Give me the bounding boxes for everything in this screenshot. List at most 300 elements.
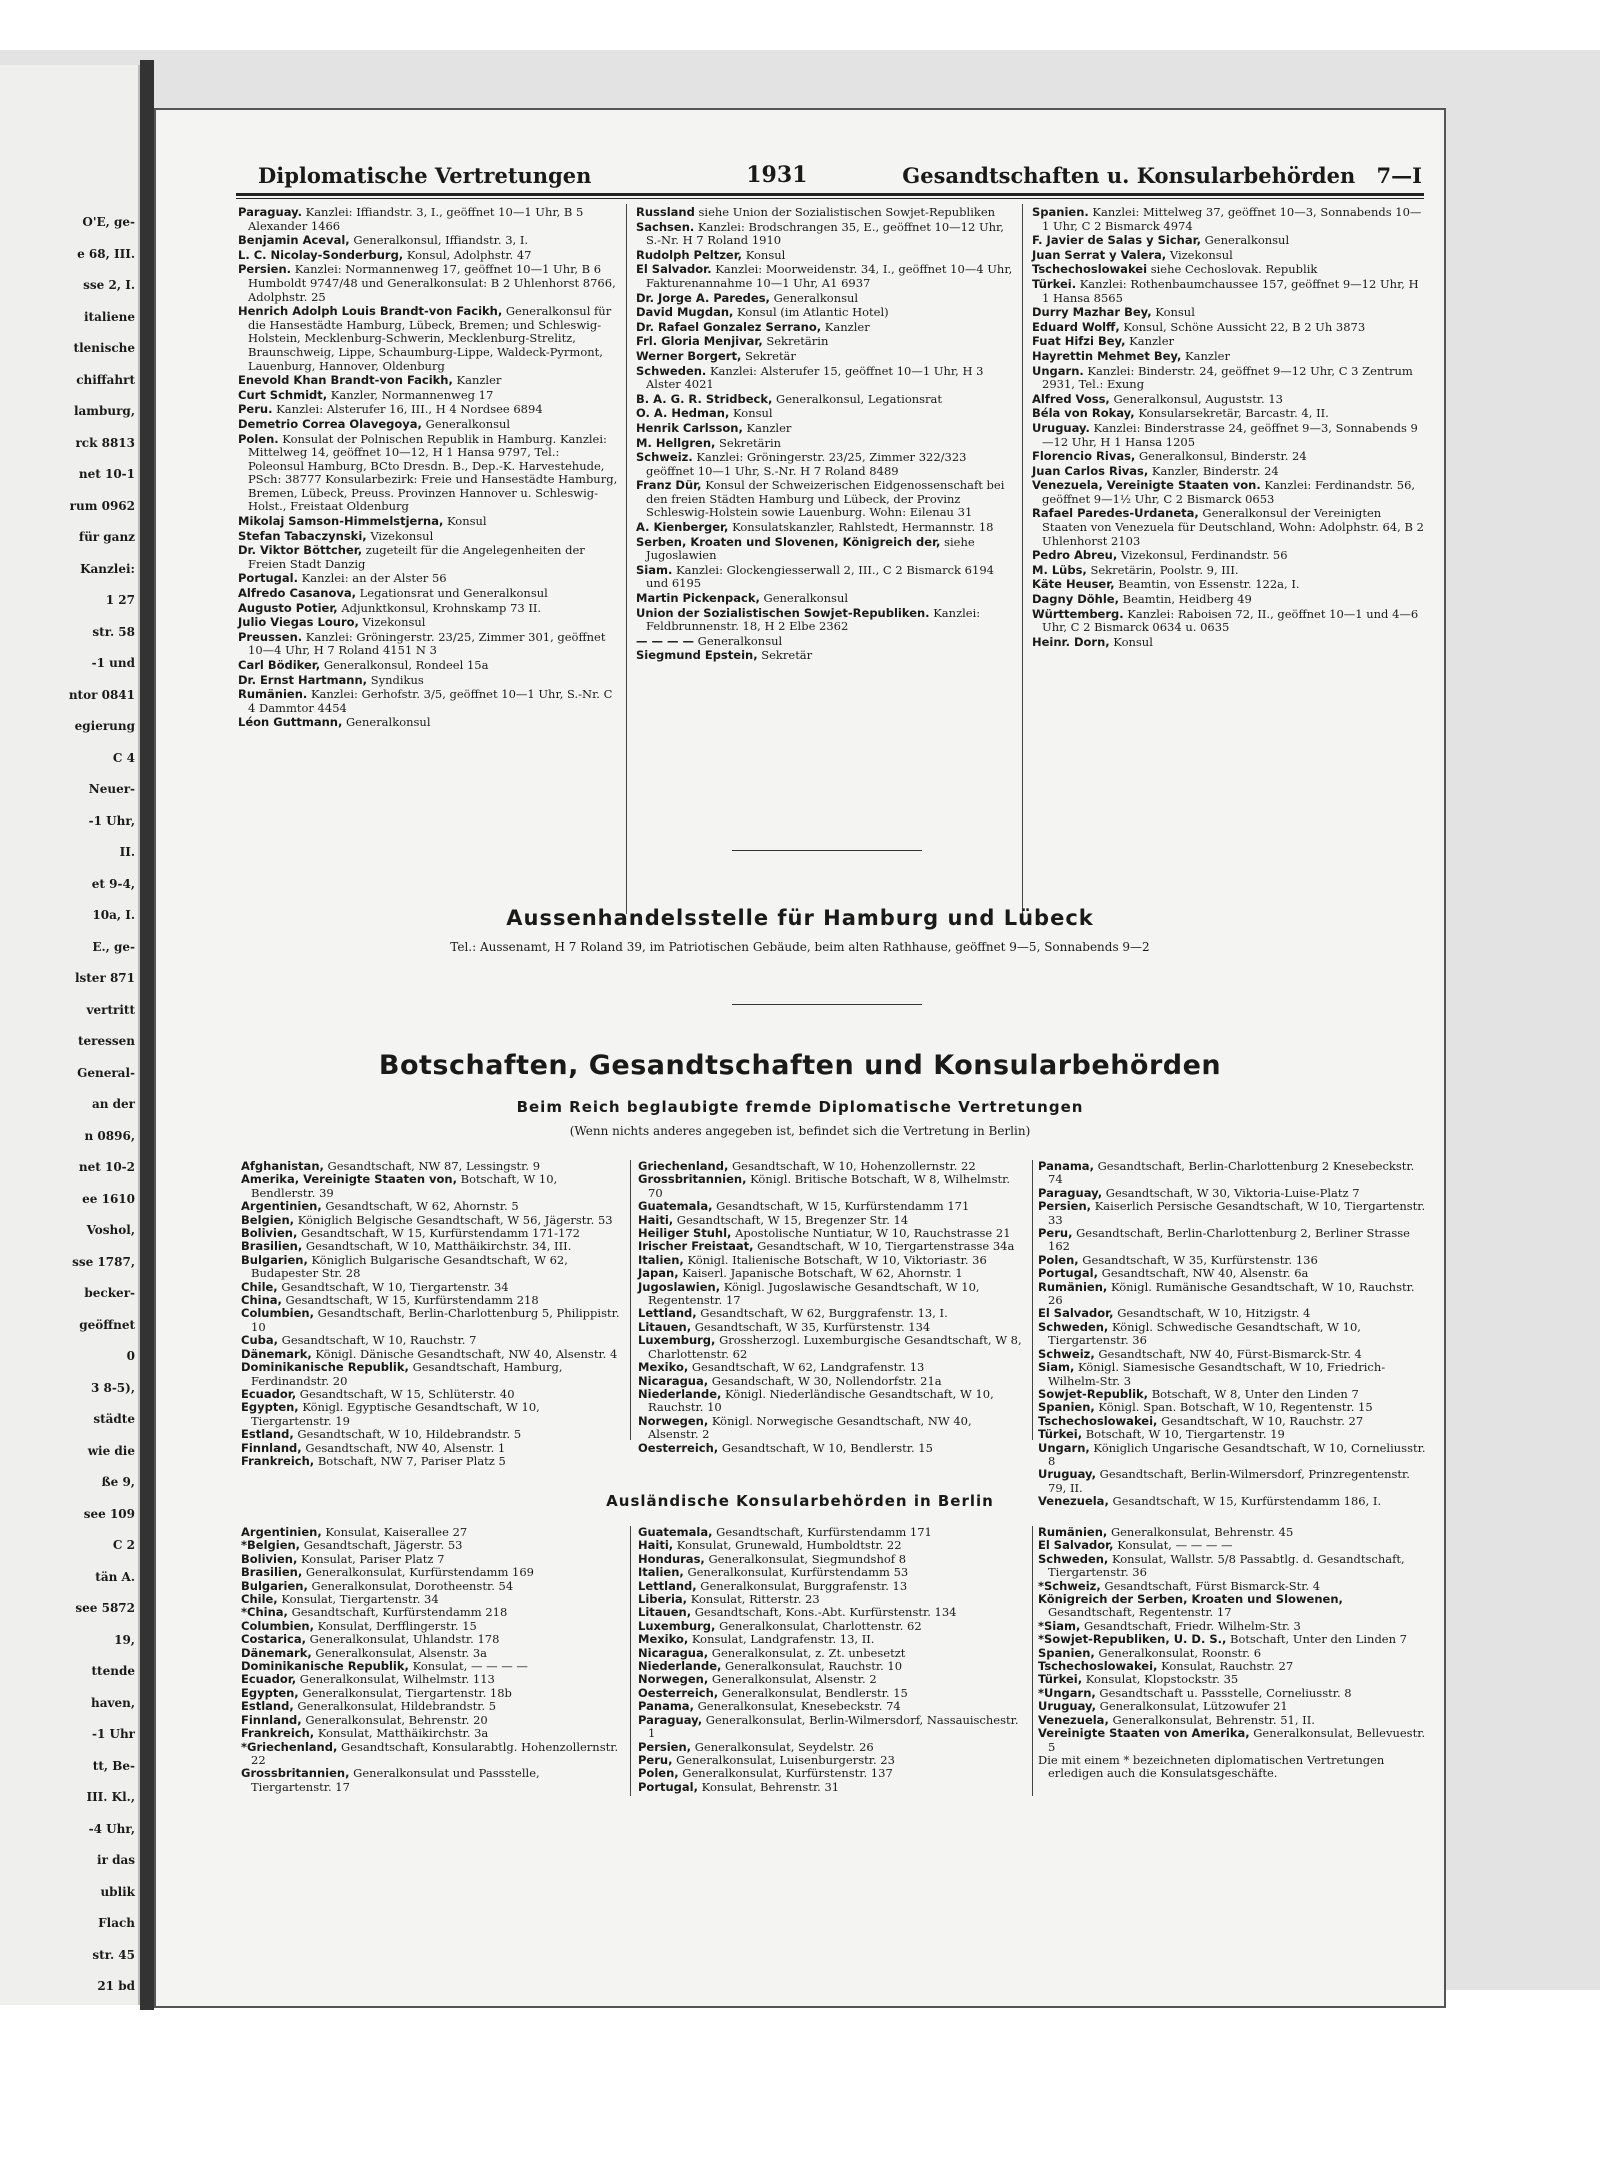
- entry-text: Generalkonsulat, Wilhelmstr. 113: [299, 1672, 495, 1687]
- list-item: [1032, 335, 1424, 349]
- entry-text: Gesandtschaft, Berlin-Charlottenburg 5, Philippistr. 10: [251, 1306, 620, 1334]
- entry-text: Gesandtschaft, W 10, Hohenzollernstr. 22: [732, 1159, 976, 1173]
- entry-name: Siam,: [1038, 1360, 1075, 1375]
- list-item: [638, 1539, 1024, 1552]
- list-item: [636, 479, 1014, 520]
- entry-name: Norwegen,: [638, 1672, 709, 1687]
- entry-text: Kanzlei: Glockengiesserwall 2, III., C 2 Bismarck 6194 und 6195: [646, 562, 994, 591]
- entry-text: Generalkonsulat, Charlottenstr. 62: [719, 1618, 922, 1633]
- entry-name: Portugal.: [238, 571, 298, 586]
- entry-name: El Salvador.: [636, 262, 712, 277]
- entry-text: Gesandtschaft, W 15, Schlüterstr. 40: [299, 1386, 515, 1401]
- list-item: [1032, 507, 1424, 548]
- entry-text: Sekretärin: [719, 435, 782, 450]
- entry-name: M. Lübs,: [1032, 562, 1087, 577]
- entry-name: Bolivien,: [241, 1551, 298, 1566]
- list-item: [1032, 234, 1424, 248]
- entry-text: Kanzlei: Brodschrangen 35, E., geöffnet 10—12 Uhr, S.-Nr. H 7 Roland 1910: [646, 219, 1004, 248]
- entry-name: Russland: [636, 205, 695, 219]
- list-item: [636, 407, 1014, 421]
- entry-text: Generalkonsul, Legationsrat: [776, 391, 943, 406]
- entry-name: Augusto Potier,: [238, 600, 338, 615]
- entry-name: Oesterreich,: [638, 1685, 719, 1700]
- entry-name: Venezuela,: [1038, 1712, 1109, 1727]
- entry-name: Martin Pickenpack,: [636, 591, 760, 606]
- entry-name: Ungarn,: [1038, 1440, 1090, 1455]
- entry-text: Gesandtschaft, NW 40, Fürst-Bismarck-Str. 4: [1098, 1346, 1362, 1361]
- entry-text: Generalkonsul: [773, 290, 859, 305]
- list-item: [241, 1566, 623, 1579]
- entry-text: Generalkonsulat, Lützowufer 21: [1099, 1699, 1288, 1714]
- list-item: [638, 1647, 1024, 1660]
- entry-name: Spanien,: [1038, 1645, 1095, 1660]
- list-item: [1032, 407, 1424, 421]
- entry-name: Dr. Ernst Hartmann,: [238, 672, 368, 687]
- previous-page-fragment: C 4: [112, 750, 135, 765]
- entry-name: El Salvador,: [1038, 1538, 1114, 1553]
- entry-name: Mexiko,: [638, 1360, 689, 1375]
- list-item: [241, 1580, 623, 1593]
- list-item: [1032, 321, 1424, 335]
- entry-text: Generalkonsulat, Roonstr. 6: [1098, 1645, 1262, 1660]
- previous-page-fragment: an der: [91, 1097, 135, 1111]
- entry-name: Eduard Wolff,: [1032, 319, 1120, 334]
- entry-name: Schweden.: [636, 363, 707, 378]
- list-item: [638, 1415, 1024, 1442]
- previous-page-fragment: -4 Uhr,: [88, 1821, 135, 1836]
- entry-text: Gesandtschaft, Kons.-Abt. Kurfürstenstr. 134: [694, 1605, 957, 1620]
- entry-name: Fuat Hifzi Bey,: [1032, 334, 1126, 349]
- entry-text: Kanzlei: Moorweidenstr. 34, I., geöffnet 10—4 Uhr, Fakturenannahme 10—1 Uhr, A1 6937: [646, 262, 1013, 290]
- entry-text: Kanzlei: Gröningerstr. 23/25, Zimmer 322/323 geöffnet 10—1 Uhr, S.-Nr. H 7 Roland 8489: [646, 450, 967, 478]
- list-item: [636, 206, 1014, 220]
- entry-text: Generalkonsulat, Uhlandstr. 178: [309, 1632, 500, 1647]
- consulates-column-3: [1038, 1526, 1426, 1781]
- header-page-number: 7—I: [1376, 163, 1422, 188]
- entry-name: Dominikanische Republik,: [241, 1360, 409, 1375]
- entry-text: Gesandtschaft, W 10, Hitzigstr. 4: [1117, 1306, 1311, 1321]
- list-item: [1032, 450, 1424, 464]
- entry-name: Alfred Voss,: [1032, 391, 1110, 406]
- entry-text: Gesandtschaft, W 35, Kurfürstenstr. 134: [694, 1319, 931, 1334]
- entry-name: Polen,: [638, 1766, 679, 1781]
- entry-name: Uruguay,: [1038, 1699, 1096, 1714]
- entry-text: Sekretärin, Poolstr. 9, III.: [1090, 562, 1239, 577]
- list-item: [241, 1633, 623, 1646]
- entry-text: Konsularsekretär, Barcastr. 4, II.: [1138, 406, 1329, 421]
- list-item: [1032, 306, 1424, 320]
- entry-name: Estland,: [241, 1427, 294, 1442]
- list-item: [638, 1254, 1024, 1267]
- entry-text: Gesandtschaft, W 15, Kurfürstendamm 171-172: [301, 1226, 580, 1241]
- list-item: [241, 1455, 623, 1468]
- entry-text: Botschaft, W 8, Unter den Linden 7: [1151, 1386, 1359, 1401]
- entry-text: Generalkonsul, Binderstr. 24: [1138, 449, 1307, 464]
- main-subtitle: Beim Reich beglaubigte fremde Diplomatische Vertretungen: [516, 1098, 1084, 1116]
- list-item: [636, 607, 1014, 634]
- list-item: [1032, 593, 1424, 607]
- entry-name: Grossbritannien,: [638, 1172, 747, 1187]
- entry-text: Konsulat, Pariser Platz 7: [301, 1551, 445, 1566]
- entry-text: zugeteilt für die Angelegenheiten der Freien Stadt Danzig: [248, 543, 585, 571]
- previous-page-fragment: sse 2, I.: [83, 278, 135, 292]
- header-right: [902, 163, 1422, 188]
- list-item: [241, 1526, 623, 1539]
- list-item: [1038, 1388, 1426, 1401]
- entry-name: Paraguay,: [638, 1712, 703, 1727]
- entry-text: Gesandtschaft, W 10, Matthäikirchstr. 34, III.: [305, 1239, 572, 1254]
- list-item: [1038, 1200, 1426, 1227]
- entry-text: Gesandtschaft, Hamburg, Ferdinandstr. 20: [251, 1360, 563, 1388]
- entry-text: Königl. Norwegische Gesandtschaft, NW 40, Alsenstr. 2: [648, 1413, 972, 1442]
- previous-page-fragment: vertritt: [86, 1002, 135, 1017]
- entry-name: Rudolph Peltzer,: [636, 247, 743, 262]
- entry-name: Peru,: [638, 1752, 673, 1767]
- entry-text: Generalkonsulat und Passstelle, Tiergartenstr. 17: [251, 1766, 540, 1794]
- list-item: [1038, 1361, 1426, 1388]
- header-left: Diplomatische Vertretungen: [258, 163, 592, 188]
- entry-name: *Griechenland,: [241, 1739, 338, 1754]
- entry-name: Durry Mazhar Bey,: [1032, 305, 1152, 320]
- entry-name: Vereinigte Staaten von Amerika,: [1038, 1726, 1250, 1741]
- entry-name: Stefan Tabaczynski,: [238, 528, 367, 543]
- entry-name: Schweden,: [1038, 1319, 1109, 1334]
- consulates-column-2: [638, 1526, 1024, 1794]
- entry-text: Adjunktkonsul, Krohnskamp 73 II.: [341, 600, 542, 615]
- entry-text: Konsulat, — — — —: [1117, 1538, 1233, 1553]
- list-item: [241, 1620, 623, 1633]
- entry-text: Gesandtschaft, W 35, Kurfürstenstr. 136: [1082, 1252, 1318, 1267]
- list-item: [636, 263, 1014, 290]
- list-item: [1038, 1620, 1426, 1633]
- entry-text: Generalkonsul, Auguststr. 13: [1113, 391, 1283, 406]
- entry-name: Alfredo Casanova,: [238, 586, 356, 601]
- hamburg-column-3: [1032, 206, 1424, 650]
- entry-name: Nicaragua,: [638, 1645, 709, 1660]
- column-divider: [630, 1526, 631, 1796]
- list-item: [636, 635, 1014, 649]
- entry-name: Spanien.: [1032, 205, 1089, 219]
- entry-text: Generalkonsulat, Berlin-Wilmersdorf, Nassauischestr. 1: [648, 1712, 1019, 1741]
- previous-page-fragment: -1 Uhr,: [88, 813, 135, 828]
- entry-name: — — — —: [636, 633, 695, 648]
- entry-text: Kaiserlich Persische Gesandtschaft, W 10, Tiergartenstr. 33: [1048, 1199, 1426, 1227]
- book-spine: [140, 60, 154, 2010]
- entry-name: Frankreich,: [241, 1726, 315, 1741]
- entry-text: Gesandschaft, W 30, Nollendorfstr. 21a: [711, 1373, 942, 1388]
- entry-text: Gesandtschaft, NW 40, Alsenstr. 6a: [1101, 1266, 1309, 1281]
- entry-name: Guatemala,: [638, 1199, 713, 1214]
- list-item: [241, 1227, 623, 1240]
- list-item: [1038, 1526, 1426, 1539]
- previous-page-fragment: ir das: [97, 1853, 135, 1867]
- list-item: [638, 1240, 1024, 1253]
- previous-page-fragment: tt, Be-: [92, 1758, 135, 1773]
- entry-text: Konsulat, Ritterstr. 23: [690, 1592, 820, 1607]
- list-item: [1038, 1321, 1426, 1348]
- entry-text: Botschaft, NW 7, Pariser Platz 5: [317, 1453, 506, 1468]
- entry-name: Lettland,: [638, 1578, 697, 1593]
- entry-name: Mikolaj Samson-Himmelstjerna,: [238, 514, 444, 529]
- entry-name: Luxemburg,: [638, 1333, 716, 1348]
- entry-name: Japan,: [638, 1266, 679, 1281]
- entry-name: Egypten,: [241, 1685, 299, 1700]
- list-item: [636, 451, 1014, 478]
- entry-text: Generalkonsul: [345, 715, 431, 730]
- list-item: [636, 422, 1014, 436]
- list-item: [636, 335, 1014, 349]
- entry-text: Generalkonsulat, Kurfürstendamm 169: [305, 1565, 534, 1580]
- entry-name: Litauen,: [638, 1605, 692, 1620]
- entry-text: Generalkonsul: [425, 416, 511, 431]
- entry-text: Konsulat, Klopstockstr. 35: [1085, 1672, 1239, 1687]
- entry-text: Kanzlei: Binderstr. 24, geöffnet 9—12 Uhr, C 3 Zentrum 2931, Tel.: Exung: [1042, 363, 1413, 392]
- entry-text: Kanzlei: Gerhofstr. 3/5, geöffnet 10—1 Uhr, S.-Nr. C 4 Dammtor 4454: [248, 687, 613, 715]
- entry-name: Persien,: [638, 1739, 692, 1754]
- entry-text: Kanzler: [1185, 348, 1230, 363]
- entry-text: siehe Cechoslovak. Republik: [1150, 262, 1318, 277]
- entry-text: Konsulat, Behrenstr. 31: [701, 1779, 840, 1794]
- entry-name: Julio Viegas Louro,: [238, 615, 359, 630]
- previous-page-fragment: tlenische: [73, 341, 135, 355]
- entry-text: Apostolische Nuntiatur, W 10, Rauchstrasse 21: [735, 1226, 1011, 1241]
- list-item: [1038, 1593, 1426, 1620]
- entry-name: *Schweiz,: [1038, 1578, 1101, 1593]
- list-item: [638, 1714, 1024, 1741]
- column-divider: [1032, 1526, 1033, 1796]
- entry-text: Konsul (im Atlantic Hotel): [737, 305, 889, 320]
- entry-text: Generalkonsulat, Knesebeckstr. 74: [697, 1699, 901, 1714]
- entry-name: Afghanistan,: [241, 1159, 324, 1173]
- entry-name: Panama,: [638, 1699, 694, 1714]
- entry-name: Portugal,: [1038, 1266, 1098, 1281]
- previous-page-fragment: see 5872: [75, 1601, 135, 1615]
- entry-name: Serben, Kroaten und Slovenen, Königreich der,: [636, 534, 941, 549]
- list-item: [638, 1633, 1024, 1646]
- entry-text: Gesandtschaft, W 10, Hildebrandstr. 5: [297, 1427, 522, 1442]
- header-year: 1931: [746, 162, 808, 188]
- list-item: [241, 1240, 623, 1253]
- entry-name: Sowjet-Republik,: [1038, 1386, 1149, 1401]
- list-item: [238, 544, 618, 571]
- entry-name: L. C. Nicolay-Sonderburg,: [238, 247, 404, 262]
- entry-text: Generalkonsulat, Siegmundshof 8: [708, 1551, 907, 1566]
- column-divider: [1022, 204, 1023, 914]
- list-item: [1038, 1187, 1426, 1200]
- previous-page-fragment: Voshol,: [86, 1223, 135, 1237]
- entry-text: Kanzler: [1129, 334, 1175, 349]
- entry-name: Uruguay,: [1038, 1467, 1096, 1482]
- entry-text: Gesandtschaft, Regentenstr. 17: [1048, 1605, 1232, 1620]
- entry-text: Kanzler: [746, 420, 792, 435]
- list-item: [636, 536, 1014, 563]
- list-item: [638, 1334, 1024, 1361]
- list-item: [238, 389, 618, 403]
- list-item: [238, 433, 618, 515]
- previous-page-fragment: III. Kl.,: [86, 1790, 135, 1804]
- entry-name: Siegmund Epstein,: [636, 648, 758, 663]
- list-item: [638, 1606, 1024, 1619]
- entry-text: Beamtin, Heidberg 49: [1122, 592, 1252, 607]
- list-item: [1038, 1647, 1426, 1660]
- list-item: [241, 1307, 623, 1334]
- entry-text: Konsul: [447, 514, 487, 529]
- list-item: [241, 1673, 623, 1686]
- entry-text: Konsulat der Polnischen Republik in Hamburg. Kanzlei: Mittelweg 14, geöffnet 10—12, H 1 Hansa 9797, Tel.: Poleonsul Hamburg, BCto Dresdn. B., Dep.-K. Harvestehude, PSch: 38777 Konsularbezirk: Freie und Hansestädte Hamburg, Bremen, Lübeck, Preuss. Provinzen Hannover u. Schleswig-Holst., Freistaat Oldenburg: [248, 431, 618, 514]
- previous-page-fragment: Kanzlei:: [80, 561, 135, 576]
- entry-text: Kanzlei: Normannenweg 17, geöffnet 10—1 Uhr, B 6 Humboldt 9747/48 und Generalkonsulat: B 2 Uhlenhorst 8766, Adolphstr. 25: [248, 262, 616, 304]
- entry-name: Heinr. Dorn,: [1032, 634, 1110, 649]
- entry-text: Kanzlei: Mittelweg 37, geöffnet 10—3, Sonnabends 10—1 Uhr, C 2 Bismarck 4974: [1042, 205, 1422, 233]
- previous-page-fragment: E., ge-: [92, 939, 135, 954]
- entry-name: Schweiz.: [636, 450, 693, 465]
- previous-page-fragment: lster 871: [74, 971, 135, 985]
- previous-page-fragment: net 10-1: [78, 467, 135, 481]
- previous-page-fragment: Neuer-: [88, 782, 135, 796]
- entry-text: Königl. Dänische Gesandtschaft, NW 40, Alsenstr. 4: [315, 1346, 618, 1361]
- list-item: [638, 1566, 1024, 1579]
- list-item: [1032, 422, 1424, 449]
- previous-page-fragment: -1 und: [91, 656, 135, 670]
- column-divider: [630, 1160, 631, 1440]
- entry-name: Norwegen,: [638, 1413, 709, 1428]
- entry-name: Siam.: [636, 562, 673, 577]
- entry-name: Niederlande,: [638, 1386, 722, 1401]
- entry-name: B. A. G. R. Stridbeck,: [636, 391, 773, 406]
- entry-text: siehe Jugoslawien: [646, 534, 975, 563]
- entry-text: Gesandtschaft, Berlin-Charlottenburg 2 Knesebeckstr. 74: [1048, 1159, 1415, 1187]
- list-item: [1038, 1539, 1426, 1552]
- entry-text: Generalkonsul, Iffiandstr. 3, I.: [353, 233, 529, 248]
- previous-page-fragment: für ganz: [78, 530, 135, 544]
- entry-text: siehe Union der Sozialistischen Sowjet-Republiken: [698, 205, 996, 219]
- list-item: [1038, 1281, 1426, 1308]
- entry-name: Bulgarien,: [241, 1252, 308, 1267]
- entry-text: Grossherzogl. Luxemburgische Gesandtschaft, W 8, Charlottenstr. 62: [648, 1333, 1022, 1361]
- entry-text: Kanzler, Binderstr. 24: [1151, 463, 1279, 478]
- list-item: [241, 1428, 623, 1441]
- entry-name: Dänemark,: [241, 1346, 312, 1361]
- list-item: [1038, 1553, 1426, 1580]
- previous-page-fragment: 10a, I.: [92, 908, 135, 922]
- previous-page-fragment: ublik: [100, 1884, 135, 1899]
- list-item: [1038, 1254, 1426, 1267]
- entry-name: Curt Schmidt,: [238, 387, 328, 402]
- entry-name: Honduras,: [638, 1551, 705, 1566]
- entry-text: Königl. Rumänische Gesandtschaft, W 10, Rauchstr. 26: [1048, 1279, 1415, 1308]
- list-item: [636, 350, 1014, 364]
- list-item: [1038, 1401, 1426, 1414]
- list-item: [638, 1781, 1024, 1794]
- entry-name: Peru,: [1038, 1226, 1073, 1241]
- entry-text: Gesandtschaft, W 10, Tiergartenstr. 34: [281, 1279, 509, 1294]
- list-item: [238, 587, 618, 601]
- list-item: [238, 688, 618, 715]
- entry-name: Henrik Carlsson,: [636, 420, 743, 435]
- list-item: [1032, 249, 1424, 263]
- entry-text: Konsul: [733, 406, 773, 421]
- list-item: [638, 1388, 1024, 1415]
- entry-name: Brasilien,: [241, 1239, 303, 1254]
- consulates-column-1: [241, 1526, 623, 1794]
- entry-name: Italien,: [638, 1565, 684, 1580]
- entry-name: Rumänien.: [238, 687, 308, 702]
- embassies-column-2: [638, 1160, 1024, 1455]
- hamburg-column-1: [238, 206, 618, 731]
- entry-name: Württemberg.: [1032, 606, 1124, 621]
- entry-name: Italien,: [638, 1252, 684, 1267]
- entry-text: Königl. Egyptische Gesandtschaft, W 10, Tiergartenstr. 19: [251, 1400, 540, 1428]
- entry-text: Gesandtschaft, Kurfürstendamm 171: [716, 1525, 932, 1539]
- entry-name: Rumänien,: [1038, 1525, 1108, 1539]
- previous-page-fragment: wie die: [87, 1443, 135, 1458]
- entry-text: Kanzlei: Binderstrasse 24, geöffnet 9—3, Sonnabends 9—12 Uhr, H 1 Hansa 1205: [1042, 420, 1418, 449]
- previous-page-fragment: -1 Uhr: [91, 1727, 135, 1741]
- entry-name: Dominikanische Republik,: [241, 1659, 409, 1674]
- entry-name: Henrich Adolph Louis Brandt-von Facikh,: [238, 304, 503, 319]
- previous-page-fragment: str. 58: [92, 624, 135, 639]
- list-item: [638, 1227, 1024, 1240]
- entry-name: Chile,: [241, 1279, 278, 1294]
- entry-name: *Sowjet-Republiken, U. D. S.,: [1038, 1632, 1227, 1647]
- list-item: [238, 374, 618, 388]
- list-item: [638, 1700, 1024, 1713]
- entry-name: Benjamin Aceval,: [238, 233, 350, 248]
- list-item: [241, 1700, 623, 1713]
- list-item: [638, 1593, 1024, 1606]
- list-item: [1032, 263, 1424, 277]
- list-item: [638, 1553, 1024, 1566]
- entry-text: Königl. Siamesische Gesandtschaft, W 10, Friedrich-Wilhelm-Str. 3: [1048, 1360, 1386, 1388]
- entry-name: Polen,: [1038, 1252, 1079, 1267]
- entry-text: Konsul: [1155, 305, 1195, 320]
- entry-name: Dr. Rafael Gonzalez Serrano,: [636, 319, 822, 334]
- entry-text: Generalkonsul: [697, 633, 783, 648]
- list-item: [241, 1361, 623, 1388]
- previous-page-fragment: italiene: [84, 309, 135, 324]
- entry-text: Generalkonsul, Rondeel 15a: [323, 658, 489, 672]
- previous-page-fragment: lamburg,: [73, 404, 135, 418]
- entry-name: Mexiko,: [638, 1632, 689, 1647]
- entry-name: China,: [241, 1293, 282, 1308]
- entry-name: Carl Bödiker,: [238, 658, 321, 672]
- entry-text: Gesandtschaft, Berlin-Charlottenburg 2, Berliner Strasse 162: [1048, 1226, 1410, 1254]
- list-item: [241, 1200, 623, 1213]
- previous-page-fragment: 19,: [114, 1632, 135, 1647]
- list-item: [241, 1767, 623, 1794]
- entry-name: Lettland,: [638, 1306, 697, 1321]
- entry-name: Türkei,: [1038, 1427, 1083, 1442]
- list-item: [238, 249, 618, 263]
- list-item: [1038, 1267, 1426, 1280]
- list-item: [241, 1254, 623, 1281]
- list-item: [238, 674, 618, 688]
- header-right-title: Gesandtschaften u. Konsularbehörden: [902, 163, 1356, 188]
- entry-name: Enevold Khan Brandt-von Facikh,: [238, 373, 453, 388]
- entry-text: Vizekonsul, Ferdinandstr. 56: [1120, 548, 1288, 563]
- entry-text: Konsulat, Landgrafenstr. 13, II.: [691, 1632, 875, 1647]
- entry-text: Kanzlei: Alsterufer 15, geöffnet 10—1 Uhr, H 3 Alster 4021: [646, 363, 984, 392]
- list-item: [636, 649, 1014, 663]
- running-header: [178, 152, 1422, 188]
- entry-name: Bulgarien,: [241, 1578, 308, 1593]
- list-item: [1038, 1673, 1426, 1686]
- list-item: [636, 321, 1014, 335]
- list-item: [238, 234, 618, 248]
- previous-page-fragment: städte: [93, 1412, 135, 1426]
- entry-text: Konsulat, Kaiserallee 27: [325, 1525, 468, 1539]
- entry-name: Dänemark,: [241, 1645, 312, 1660]
